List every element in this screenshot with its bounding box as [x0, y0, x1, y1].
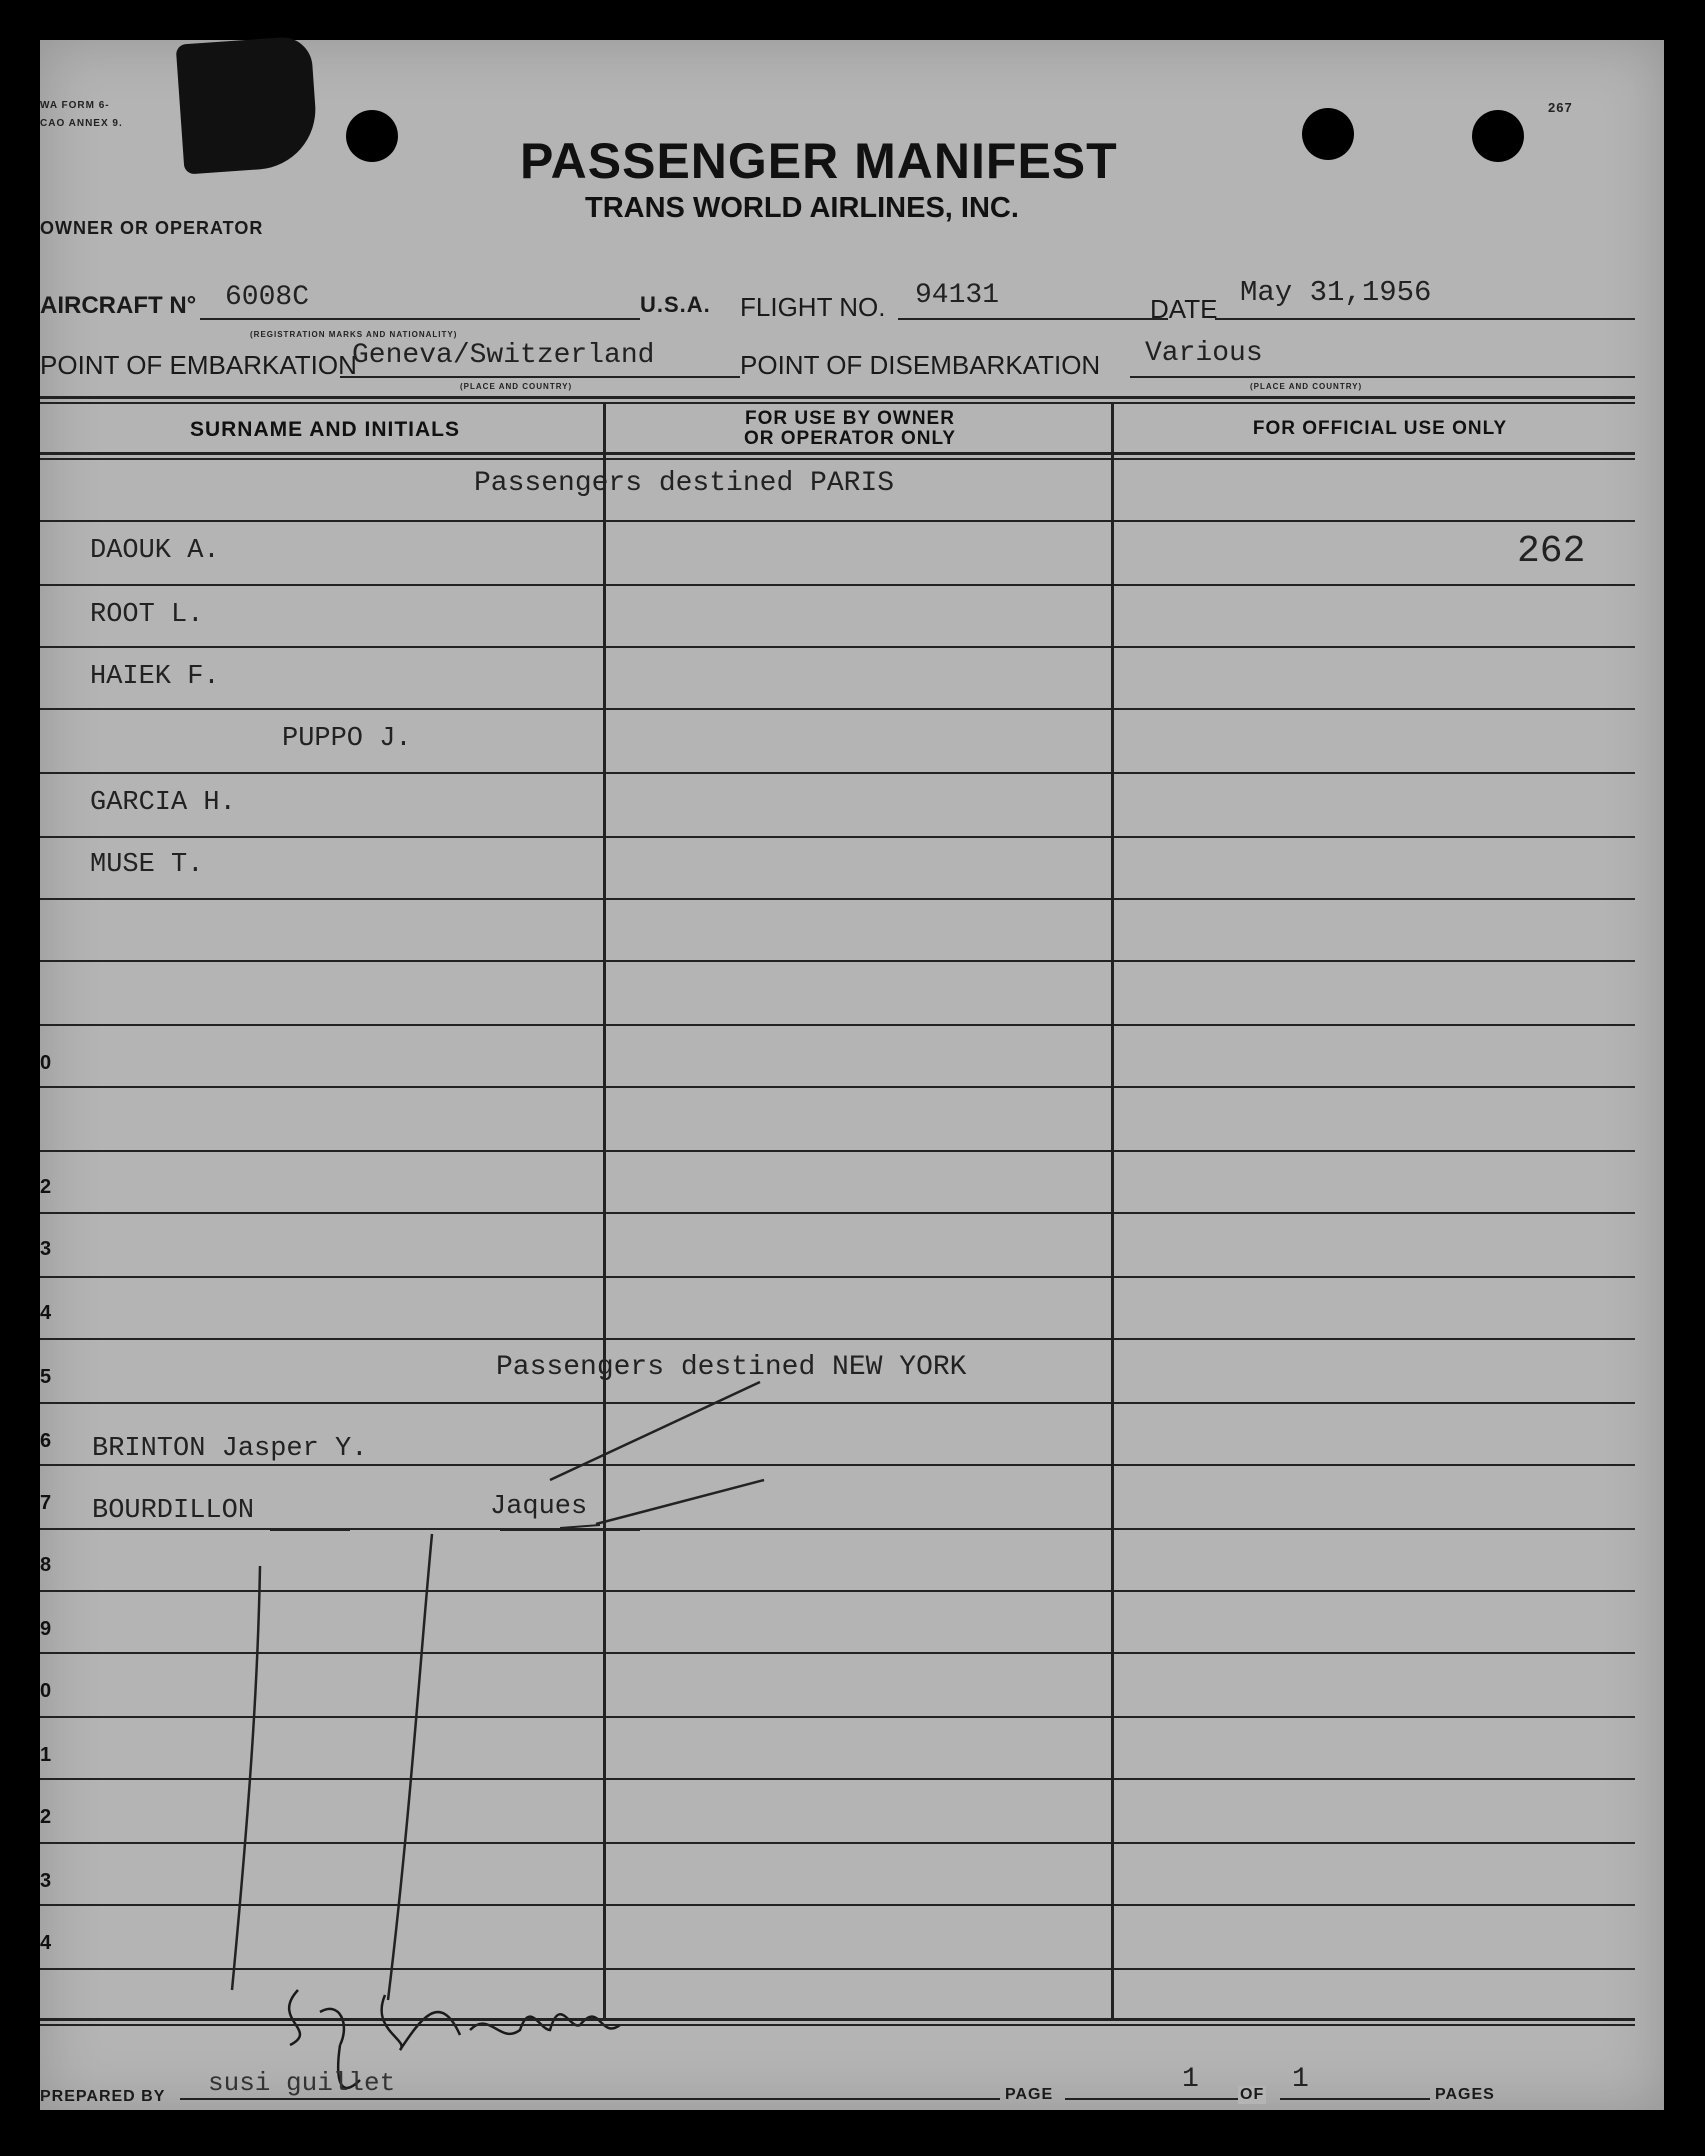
aircraft-label: AIRCRAFT N° [40, 292, 197, 319]
disembarkation-value: Various [1145, 338, 1263, 369]
owner-operator-label: OWNER OR OPERATOR [40, 218, 264, 238]
ruled-row-line [40, 1402, 1635, 1404]
ruled-row-line [40, 646, 1635, 648]
passenger-newyork-2: BOURDILLON [92, 1496, 255, 1526]
passenger-paris-3: HAIEK F. [90, 662, 220, 692]
passenger-paris-1: DAOUK A. [90, 536, 220, 566]
ruled-row-line [40, 1904, 1635, 1906]
aircraft-note: (REGISTRATION MARKS AND NATIONALITY) [250, 330, 458, 339]
date-label: DATE [1150, 294, 1218, 324]
row-number: 9 [40, 1618, 52, 1640]
manifest-title: PASSENGER MANIFEST [520, 133, 1118, 189]
row-number: 2 [40, 1176, 52, 1198]
column-header-owner-use-1: FOR USE BY OWNER [745, 408, 955, 429]
row-number: 2 [40, 1806, 52, 1828]
row-number: 6 [40, 1430, 52, 1452]
embarkation-note: (PLACE AND COUNTRY) [460, 382, 573, 391]
row-number: 0 [40, 1680, 52, 1702]
corner-number: 267 [1548, 100, 1573, 115]
row-number: 8 [40, 1554, 52, 1576]
ruled-row-line [40, 1652, 1635, 1654]
ruled-row-line [40, 898, 1635, 900]
form-number-line2: CAO ANNEX 9. [40, 118, 123, 129]
of-label: OF [1240, 2086, 1265, 2103]
pages-label: PAGES [1435, 2086, 1495, 2103]
row-number: 5 [40, 1366, 52, 1388]
row-number: 0 [40, 1052, 52, 1074]
ruled-row-line [40, 1276, 1635, 1278]
disembarkation-note: (PLACE AND COUNTRY) [1250, 382, 1363, 391]
ruled-row-line [40, 1464, 1635, 1466]
airline-name: TRANS WORLD AIRLINES, INC. [585, 192, 1019, 224]
section-heading-newyork: Passengers destined NEW YORK [496, 1352, 967, 1383]
row-number: 7 [40, 1492, 52, 1514]
prepared-by-label: PREPARED BY [40, 2088, 166, 2105]
handwritten-marks [40, 40, 1664, 2110]
page-label: PAGE [1005, 2086, 1054, 2103]
row-number: 3 [40, 1238, 52, 1260]
date-value: May 31,1956 [1240, 276, 1432, 309]
row-number: 1 [40, 1744, 52, 1766]
manifest-sheet [40, 40, 1664, 2110]
section-heading-paris: Passengers destined PARIS [474, 468, 895, 499]
ruled-row-line [40, 1086, 1635, 1088]
ruled-row-line [40, 1590, 1635, 1592]
ruled-row-line [40, 1212, 1635, 1214]
form-number-line1: WA FORM 6- [40, 100, 110, 111]
flight-number: 94131 [915, 280, 1000, 311]
disembarkation-label: POINT OF DISEMBARKATION [740, 350, 1101, 380]
passenger-paris-4: PUPPO J. [282, 724, 412, 754]
ruled-row-line [40, 960, 1635, 962]
ruled-row-line [40, 520, 1635, 522]
prepared-by-value: susi guillet [208, 2068, 396, 2098]
passenger-paris-2: ROOT L. [90, 600, 204, 630]
ruled-row-line [40, 584, 1635, 586]
ruled-row-line [40, 772, 1635, 774]
row-number: 4 [40, 1302, 52, 1324]
embarkation-value: Geneva/Switzerland [352, 340, 655, 371]
total-pages: 1 [1292, 2064, 1309, 2095]
ruled-row-line [40, 1778, 1635, 1780]
ruled-row-line [40, 1024, 1635, 1026]
ruled-row-line [40, 1968, 1635, 1970]
aircraft-number: 6008C [225, 282, 310, 313]
ruled-row-line [40, 1842, 1635, 1844]
embarkation-label: POINT OF EMBARKATION [40, 350, 357, 380]
passenger-newyork-1: BRINTON Jasper Y. [92, 1434, 368, 1464]
passenger-paris-6: MUSE T. [90, 850, 204, 880]
ruled-row-line [40, 708, 1635, 710]
ruled-row-line [40, 1716, 1635, 1718]
official-number: 262 [1517, 530, 1586, 573]
column-header-official: FOR OFFICIAL USE ONLY [1252, 418, 1508, 439]
ruled-row-line [40, 836, 1635, 838]
column-header-owner-use-2: OR OPERATOR ONLY [743, 428, 956, 449]
ruled-row-line [40, 1338, 1635, 1340]
ruled-row-line [40, 1150, 1635, 1152]
row-number: 3 [40, 1870, 52, 1892]
row-number: 4 [40, 1932, 52, 1954]
passenger-newyork-3: Jaques [490, 1492, 588, 1522]
flight-prefix: U.S.A. [640, 292, 711, 317]
passenger-paris-5: GARCIA H. [90, 788, 236, 818]
column-header-surname: SURNAME AND INITIALS [189, 418, 461, 441]
flight-label: FLIGHT NO. [740, 292, 886, 322]
page-number: 1 [1182, 2064, 1199, 2095]
ruled-row-line [40, 1528, 1635, 1530]
